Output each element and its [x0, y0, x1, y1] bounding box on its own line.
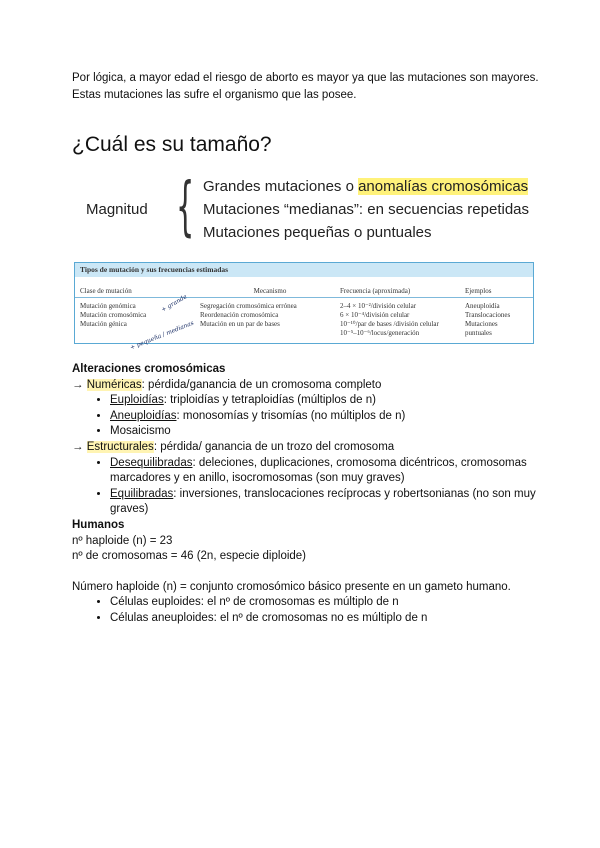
highlight-chromosomal-anomalies: anomalías cromosómicas — [358, 178, 529, 195]
handwritten-annotation: + pequeña / medianas — [129, 319, 195, 352]
table-cell: 10⁻⁵–10⁻⁶/locus/generación — [340, 329, 420, 337]
numerical-list — [72, 393, 542, 440]
spacer — [72, 565, 542, 580]
size-heading: ¿Cuál es su tamaño? — [72, 133, 272, 156]
intro-line-2: Estas mutaciones las sufre el organismo que las posee. — [72, 89, 357, 101]
table-cell: Segregación cromosómica errónea — [200, 302, 297, 310]
magnitude-figure — [72, 170, 542, 248]
numerical-line — [72, 378, 542, 394]
magnitude-item-small: Mutaciones pequeñas o puntuales — [203, 224, 432, 241]
intro-paragraph — [72, 70, 542, 104]
arrow-icon: → — [72, 440, 87, 453]
table-cell: Mutación cromosómica — [80, 311, 147, 319]
table-header-row — [75, 285, 533, 298]
table-row — [75, 329, 533, 338]
list-item-term: Aneuploidías — [110, 409, 177, 422]
handwritten-annotation: + grande — [160, 293, 189, 314]
list-item-desc: Mosaicismo — [110, 425, 171, 438]
table-cell: Mutaciones — [465, 320, 498, 328]
table-title: Tipos de mutación y sus frecuencias estimadas — [75, 263, 533, 277]
table-cell: 2–4 × 10⁻²/división celular — [340, 302, 417, 310]
table-row — [75, 302, 533, 311]
table-cell: Mutación en un par de bases — [200, 320, 280, 328]
list-item — [110, 424, 542, 440]
table-cell: Mutación genómica — [80, 302, 136, 310]
table-cell: 6 × 10⁻⁴/división celular — [340, 311, 410, 319]
numerical-desc: : pérdida/ganancia de un cromosoma completo — [141, 378, 382, 391]
magnitude-item-large — [203, 175, 529, 198]
table-row — [75, 311, 533, 320]
magnitude-list — [203, 175, 529, 244]
brace-icon: { — [176, 170, 195, 244]
structural-label: Estructurales — [86, 440, 154, 453]
structural-line — [72, 440, 542, 456]
table-cell: Reordenación cromosómica — [200, 311, 279, 319]
table-cell: 10⁻¹⁰/par de bases /división celular — [340, 320, 439, 328]
table-header-cell: Frecuencia (aproximada) — [340, 287, 411, 295]
list-item-desc: : inversiones, translocaciones recíprocas y robertsonianas (no son muy graves) — [110, 487, 536, 516]
table-cell: puntuales — [465, 329, 492, 337]
table-header-cell: Clase de mutación — [80, 287, 132, 295]
list-item-term: Desequilibradas — [110, 456, 193, 469]
list-item: • Células aneuploides: el nº de cromosomas no es múltiplo de n — [110, 611, 542, 627]
chromosomal-heading: Alteraciones cromosómicas — [72, 363, 226, 375]
table-cell: Aneuploidía — [465, 302, 500, 310]
list-item-desc: : monosomías y trisomías (no múltiplos de n) — [176, 409, 406, 422]
list-item — [110, 409, 542, 425]
table-row — [75, 320, 533, 329]
table-cell: Translocaciones — [465, 311, 511, 319]
magnitude-label: Magnitud — [86, 201, 148, 218]
cell-types-list — [72, 595, 542, 626]
table-header-cell: Ejemplos — [465, 287, 492, 295]
table-cell: Mutación génica — [80, 320, 127, 328]
magnitude-item-medium: Mutaciones “medianas”: en secuencias repetidas — [203, 201, 530, 218]
structural-list — [72, 456, 542, 518]
list-item-term: Equilibradas — [110, 487, 174, 500]
intro-line-1: Por lógica, a mayor edad el riesgo de aborto es mayor ya que las mutaciones son mayores. — [72, 72, 539, 84]
list-item — [110, 487, 542, 518]
chromosomal-section — [72, 362, 542, 627]
haploid-number: nº haploide (n) = 23 — [72, 534, 173, 547]
table-header-cell: Mecanismo — [253, 287, 287, 295]
list-item — [110, 456, 542, 487]
list-item-desc: : triploidías y tetraploidías (múltiplos de n) — [163, 394, 376, 407]
structural-desc: : pérdida/ ganancia de un trozo del cromosoma — [153, 440, 395, 453]
haploid-definition: Número haploide (n) = conjunto cromosómico básico presente en un gameto humano. — [72, 580, 511, 593]
magnitude-item-large-text: Grandes mutaciones o — [203, 178, 359, 195]
humans-heading: Humanos — [72, 518, 125, 531]
arrow-icon: → — [72, 378, 87, 391]
list-item: • Células euploides: el nº de cromosomas es múltiplo de n — [110, 595, 542, 611]
list-item-desc: : deleciones, duplicaciones, cromosoma dicéntricos, cromosomas marcadores y en anillo, isocromosomas (son muy graves) — [110, 456, 527, 485]
table-body — [75, 302, 533, 338]
list-item — [110, 393, 542, 409]
mutation-frequency-table — [74, 262, 534, 344]
chromosome-number: nº de cromosomas = 46 (2n, especie diploide) — [72, 550, 307, 563]
list-item-term: Euploidías — [110, 394, 164, 407]
numerical-label: Numéricas — [86, 378, 142, 391]
table-cell — [200, 329, 340, 338]
